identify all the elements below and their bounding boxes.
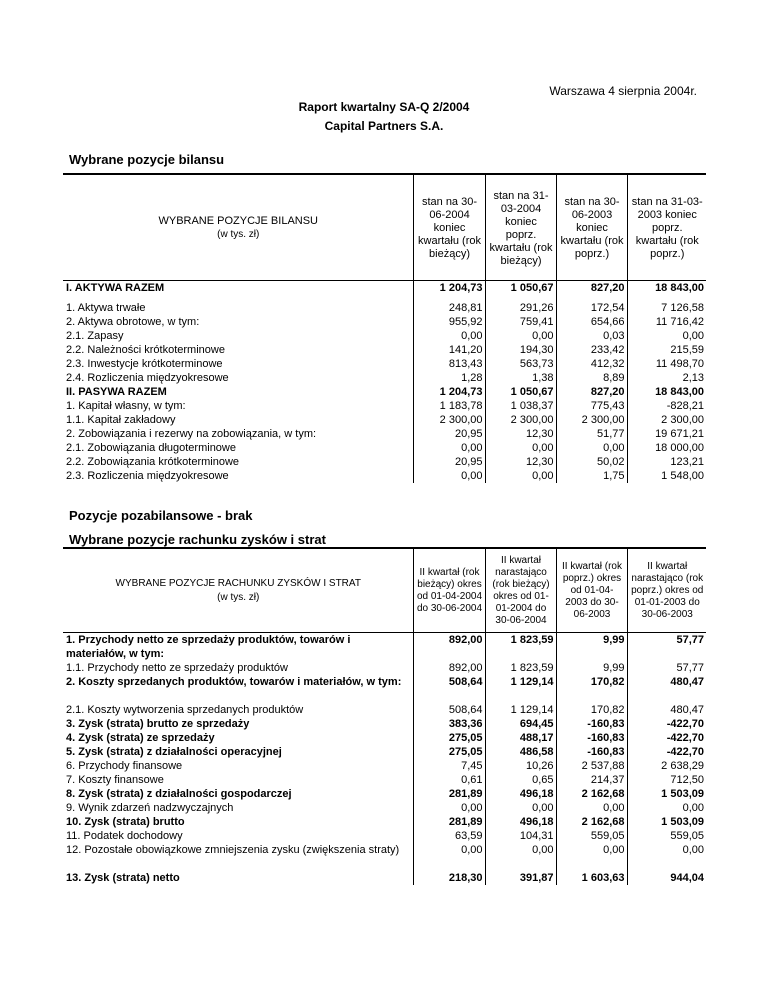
table-row (63, 343, 706, 357)
row-label: 1. Przychody netto ze sprzedaży produktów, towarów i materiałów, w tym: (63, 633, 413, 662)
table-row (63, 787, 706, 801)
row-value: 559,05 (627, 829, 706, 843)
row-value: 170,82 (556, 703, 627, 717)
row-label: 2. Zobowiązania i rezerwy na zobowiązania, w tym: (66, 428, 317, 440)
pl-header-row (63, 548, 706, 633)
row-value: 0,00 (413, 441, 485, 455)
place-date: Warszawa 4 sierpnia 2004r. (549, 84, 697, 98)
row-value: 20,95 (413, 455, 485, 469)
row-value: 0,00 (485, 843, 556, 871)
row-value: 480,47 (627, 703, 706, 717)
row-value: 2 300,00 (485, 413, 556, 427)
row-value: 827,20 (556, 385, 627, 399)
balance-table-body (63, 174, 706, 483)
row-value: 7,45 (413, 759, 485, 773)
table-row (63, 675, 706, 703)
row-value: 1,38 (485, 371, 556, 385)
row-value: 0,00 (485, 329, 556, 343)
row-label: I. AKTYWA RAZEM (63, 281, 413, 302)
row-value: 248,81 (413, 301, 485, 315)
row-value: -828,21 (627, 399, 706, 413)
row-value: 1 503,09 (627, 787, 706, 801)
balance-header-unit: (w tys. zł) (217, 228, 260, 240)
row-value: 559,05 (556, 829, 627, 843)
row-label: 2.4. Rozliczenia międzyokresowe (66, 372, 229, 384)
table-row (63, 441, 706, 455)
row-value: 2,13 (627, 371, 706, 385)
balance-col-header: stan na 31-03-2003 koniec poprz. kwartału (rok poprz.) (627, 174, 706, 281)
row-value: 2 537,88 (556, 759, 627, 773)
row-value: 1 204,73 (413, 385, 485, 399)
pl-col-header: II kwartał narastająco (rok bieżący) okres od 01-01-2004 do 30-06-2004 (485, 548, 556, 633)
row-value: 170,82 (556, 675, 627, 703)
table-row (63, 413, 706, 427)
row-value: 63,59 (413, 829, 485, 843)
row-value: 18 843,00 (627, 385, 706, 399)
row-value: 7 126,58 (627, 301, 706, 315)
row-label: 12. Pozostałe obowiązkowe zmniejszenia zysku (zwiększenia straty) (66, 844, 400, 856)
row-value: 1 129,14 (485, 703, 556, 717)
row-value: 1 548,00 (627, 469, 706, 483)
row-value: 291,26 (485, 301, 556, 315)
row-value: 944,04 (627, 871, 706, 885)
row-value: 19 671,21 (627, 427, 706, 441)
row-value: 1 050,67 (485, 385, 556, 399)
table-row (63, 427, 706, 441)
table-row (63, 633, 706, 662)
row-value: 194,30 (485, 343, 556, 357)
row-label: 2.3. Inwestycje krótkoterminowe (66, 358, 223, 370)
row-value: 496,18 (485, 815, 556, 829)
row-value: 20,95 (413, 427, 485, 441)
row-value: -422,70 (627, 731, 706, 745)
row-value: 827,20 (556, 281, 627, 302)
row-value: 563,73 (485, 357, 556, 371)
row-value: 275,05 (413, 745, 485, 759)
row-label: 2. Koszty sprzedanych produktów, towarów i materiałów, w tym: (66, 676, 402, 688)
row-value: 0,00 (556, 801, 627, 815)
table-row (63, 843, 706, 871)
row-value: 2 162,68 (556, 815, 627, 829)
row-value: 8,89 (556, 371, 627, 385)
row-value: 0,00 (485, 441, 556, 455)
table-row (63, 717, 706, 731)
row-label: 2.1. Zapasy (66, 330, 124, 342)
row-value: 0,65 (485, 773, 556, 787)
row-label: 1.1. Kapitał zakładowy (66, 414, 176, 426)
table-row (63, 815, 706, 829)
row-label: 5. Zysk (strata) z działalności operacyjnej (66, 746, 282, 758)
row-value: 412,32 (556, 357, 627, 371)
row-label: 10. Zysk (strata) brutto (66, 816, 185, 828)
row-value: 391,87 (485, 871, 556, 885)
balance-header-label-cell (63, 174, 413, 281)
row-label: 4. Zysk (strata) ze sprzedaży (66, 732, 215, 744)
row-value: 759,41 (485, 315, 556, 329)
row-label: 13. Zysk (strata) netto (66, 872, 180, 884)
row-value: 0,00 (556, 843, 627, 871)
row-value: 1 183,78 (413, 399, 485, 413)
row-value: 0,00 (413, 843, 485, 871)
row-value: -160,83 (556, 731, 627, 745)
table-row (63, 281, 706, 302)
row-value: 214,37 (556, 773, 627, 787)
row-label: 2.2. Zobowiązania krótkoterminowe (66, 456, 240, 468)
row-value: 11 716,42 (627, 315, 706, 329)
row-value: 775,43 (556, 399, 627, 413)
row-value: 275,05 (413, 731, 485, 745)
row-value: 488,17 (485, 731, 556, 745)
row-value: 1 503,09 (627, 815, 706, 829)
row-label: 7. Koszty finansowe (66, 774, 164, 786)
row-value: 0,03 (556, 329, 627, 343)
table-row (63, 871, 706, 885)
row-value: 2 638,29 (627, 759, 706, 773)
pl-header-label: WYBRANE POZYCJE RACHUNKU ZYSKÓW I STRAT (115, 577, 361, 589)
row-label: 3. Zysk (strata) brutto ze sprzedaży (66, 718, 250, 730)
row-value: 1 050,67 (485, 281, 556, 302)
row-value: 2 162,68 (556, 787, 627, 801)
table-row (63, 301, 706, 315)
document-title: Raport kwartalny SA-Q 2/2004 (298, 100, 470, 114)
row-value: 9,99 (556, 661, 627, 675)
row-value: 892,00 (413, 633, 485, 662)
row-value: 141,20 (413, 343, 485, 357)
row-value: 892,00 (413, 661, 485, 675)
company-name: Capital Partners S.A. (324, 119, 444, 133)
row-value: 10,26 (485, 759, 556, 773)
row-value: 0,00 (413, 801, 485, 815)
pl-col-header: II kwartał (rok poprz.) okres od 01-04-2003 do 30-06-2003 (556, 548, 627, 633)
pl-section-title: Wybrane pozycje rachunku zysków i strat (69, 532, 326, 547)
row-value: 1 204,73 (413, 281, 485, 302)
row-value: 654,66 (556, 315, 627, 329)
table-row (63, 661, 706, 675)
table-row (63, 745, 706, 759)
pl-table (63, 547, 706, 885)
balance-table (63, 173, 706, 483)
table-row (63, 329, 706, 343)
row-value: 281,89 (413, 815, 485, 829)
row-value: 0,00 (413, 329, 485, 343)
table-row (63, 371, 706, 385)
row-value: 1 129,14 (485, 675, 556, 703)
row-label: 2. Aktywa obrotowe, w tym: (66, 316, 200, 328)
row-value: 51,77 (556, 427, 627, 441)
row-label: 1. Aktywa trwałe (66, 302, 146, 314)
row-value: 813,43 (413, 357, 485, 371)
row-value: 12,30 (485, 455, 556, 469)
row-value: -422,70 (627, 745, 706, 759)
table-row (63, 385, 706, 399)
row-value: -160,83 (556, 745, 627, 759)
table-row (63, 759, 706, 773)
pl-header-unit: (w tys. zł) (217, 591, 260, 603)
balance-header-label: WYBRANE POZYCJE BILANSU (158, 214, 319, 227)
row-value: 2 300,00 (413, 413, 485, 427)
row-label: 2.3. Rozliczenia międzyokresowe (66, 470, 229, 482)
row-value: 281,89 (413, 787, 485, 801)
balance-section-title: Wybrane pozycje bilansu (69, 152, 225, 167)
row-value: 0,00 (627, 329, 706, 343)
table-row (63, 731, 706, 745)
table-row (63, 773, 706, 787)
row-value: 57,77 (627, 633, 706, 662)
table-row (63, 469, 706, 483)
row-value: 1 603,63 (556, 871, 627, 885)
table-row (63, 357, 706, 371)
row-label: 1.1. Przychody netto ze sprzedaży produktów (66, 662, 288, 674)
row-value: 1 038,37 (485, 399, 556, 413)
row-value: 50,02 (556, 455, 627, 469)
row-value: 508,64 (413, 703, 485, 717)
row-label: II. PASYWA RAZEM (66, 386, 167, 398)
row-value: 955,92 (413, 315, 485, 329)
row-value: 172,54 (556, 301, 627, 315)
pl-header-label-cell (63, 548, 413, 633)
row-value: 2 300,00 (627, 413, 706, 427)
row-value: 0,00 (556, 441, 627, 455)
pl-col-header: II kwartał (rok bieżący) okres od 01-04-2004 do 30-06-2004 (413, 548, 485, 633)
row-value: 694,45 (485, 717, 556, 731)
row-label: 11. Podatek dochodowy (66, 830, 183, 842)
table-row (63, 399, 706, 413)
row-value: -422,70 (627, 717, 706, 731)
row-value: 1 823,59 (485, 661, 556, 675)
row-value: 215,59 (627, 343, 706, 357)
offbalance-section-title: Pozycje pozabilansowe - brak (69, 508, 253, 523)
row-value: 9,99 (556, 633, 627, 662)
row-value: 233,42 (556, 343, 627, 357)
row-value: 0,61 (413, 773, 485, 787)
row-value: -160,83 (556, 717, 627, 731)
row-value: 104,31 (485, 829, 556, 843)
row-value: 0,00 (627, 843, 706, 871)
table-row (63, 829, 706, 843)
row-value: 1,75 (556, 469, 627, 483)
row-value: 712,50 (627, 773, 706, 787)
row-value: 18 000,00 (627, 441, 706, 455)
balance-col-header: stan na 31-03-2004 koniec poprz. kwartału (rok bieżący) (485, 174, 556, 281)
row-value: 12,30 (485, 427, 556, 441)
row-value: 0,00 (627, 801, 706, 815)
row-label: 9. Wynik zdarzeń nadzwyczajnych (66, 802, 234, 814)
row-label: 8. Zysk (strata) z działalności gospodarczej (66, 788, 292, 800)
row-value: 496,18 (485, 787, 556, 801)
row-value: 1 823,59 (485, 633, 556, 662)
table-row (63, 703, 706, 717)
row-value: 2 300,00 (556, 413, 627, 427)
row-value: 123,21 (627, 455, 706, 469)
row-value: 480,47 (627, 675, 706, 703)
table-row (63, 315, 706, 329)
row-label: 2.1. Koszty wytworzenia sprzedanych produktów (66, 704, 304, 716)
row-label: 6. Przychody finansowe (66, 760, 183, 772)
row-value: 1,28 (413, 371, 485, 385)
row-value: 0,00 (485, 801, 556, 815)
row-label: 2.1. Zobowiązania długoterminowe (66, 442, 236, 454)
balance-col-header: stan na 30-06-2004 koniec kwartału (rok bieżący) (413, 174, 485, 281)
row-label: 2.2. Należności krótkoterminowe (66, 344, 225, 356)
table-row (63, 455, 706, 469)
balance-header-row (63, 174, 706, 281)
row-value: 11 498,70 (627, 357, 706, 371)
row-value: 0,00 (413, 469, 485, 483)
row-value: 508,64 (413, 675, 485, 703)
row-value: 18 843,00 (627, 281, 706, 302)
table-row (63, 801, 706, 815)
row-value: 486,58 (485, 745, 556, 759)
row-value: 57,77 (627, 661, 706, 675)
pl-table-body (63, 548, 706, 885)
row-value: 218,30 (413, 871, 485, 885)
pl-col-header: II kwartał narastająco (rok poprz.) okres od 01-01-2003 do 30-06-2003 (627, 548, 706, 633)
row-value: 383,36 (413, 717, 485, 731)
balance-col-header: stan na 30-06-2003 koniec kwartału (rok poprz.) (556, 174, 627, 281)
row-value: 0,00 (485, 469, 556, 483)
row-label: 1. Kapitał własny, w tym: (66, 400, 186, 412)
